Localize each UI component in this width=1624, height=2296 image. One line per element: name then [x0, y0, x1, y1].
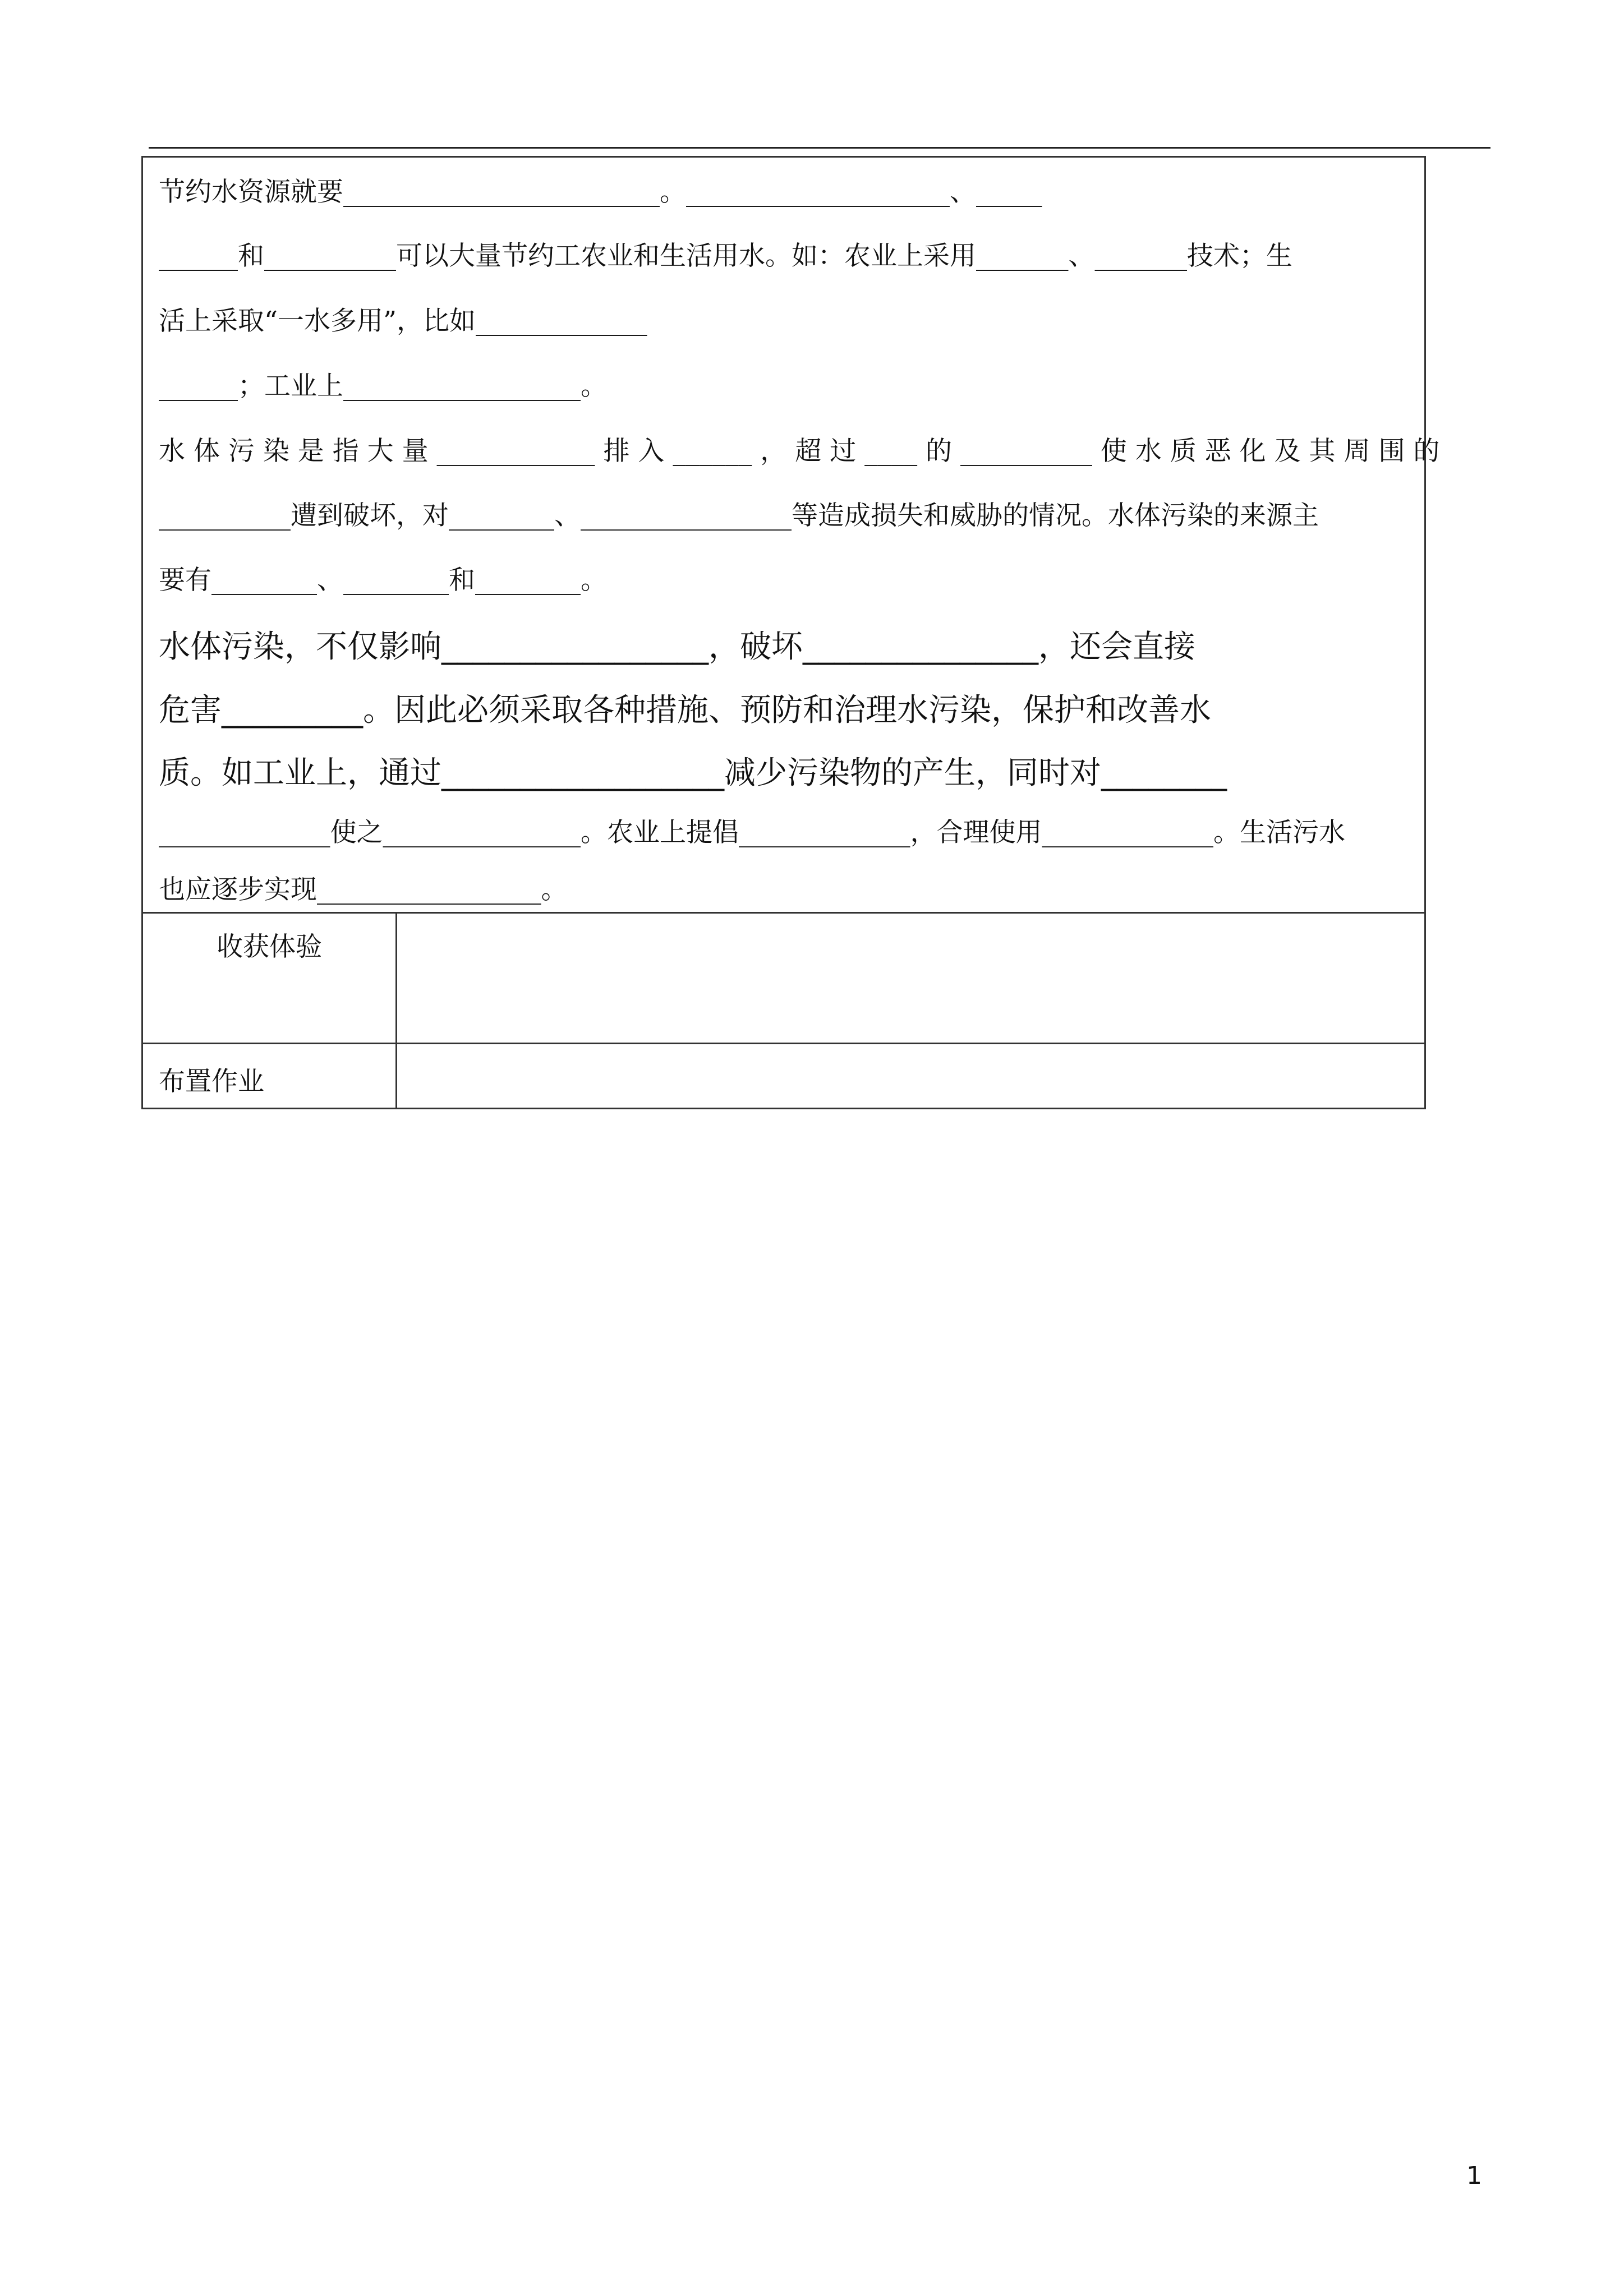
fill-in-line-5: 水 体 污 染 是 指 大 量 ____________ 排 入 ______ ， 超 过 ____ 的 __________ 使 水 质 恶 化 及 其 周 围 的	[159, 436, 1440, 467]
fill-in-line-9: 危害_________。因此必须采取各种措施、预防和治理水污染，保护和改善水	[159, 692, 1211, 729]
content-cell	[143, 158, 1440, 912]
worksheet-table	[141, 156, 1440, 1109]
fill-in-line-4: ______；工业上__________________。	[159, 371, 607, 402]
fill-in-line-12: 也应逐步实现_________________。	[159, 874, 568, 905]
fill-in-line-3: 活上采取“一水多用”，比如_____________	[159, 306, 647, 336]
fill-in-line-11: _____________使之_______________。农业上提倡_____________，合理使用_____________。生活污水	[159, 817, 1345, 848]
fill-in-line-6: __________遭到破坏，对________、________________等造成损失和威胁的情况。水体污染的来源主	[159, 500, 1319, 531]
fill-in-line-1: 节约水资源就要________________________。____________________、_____	[159, 177, 1042, 208]
fill-in-line-7: 要有________、________和________。	[159, 565, 607, 596]
table-row-divider	[143, 1043, 1424, 1044]
header-rule	[149, 147, 1490, 149]
table-row-divider	[143, 912, 1424, 914]
harvest-label: 收获体验	[217, 932, 322, 962]
fill-in-line-10: 质。如工业上，通过__________________减少污染物的产生，同时对________	[159, 755, 1227, 791]
page-number: 1	[1466, 2161, 1482, 2190]
homework-label: 布置作业	[159, 1066, 264, 1097]
fill-in-line-2: ______和__________可以大量节约工农业和生活用水。如：农业上采用_______、_______技术；生	[159, 241, 1292, 271]
table-column-divider	[395, 912, 397, 1109]
fill-in-line-8: 水体污染，不仅影响_________________，破坏_______________，还会直接	[159, 629, 1195, 665]
